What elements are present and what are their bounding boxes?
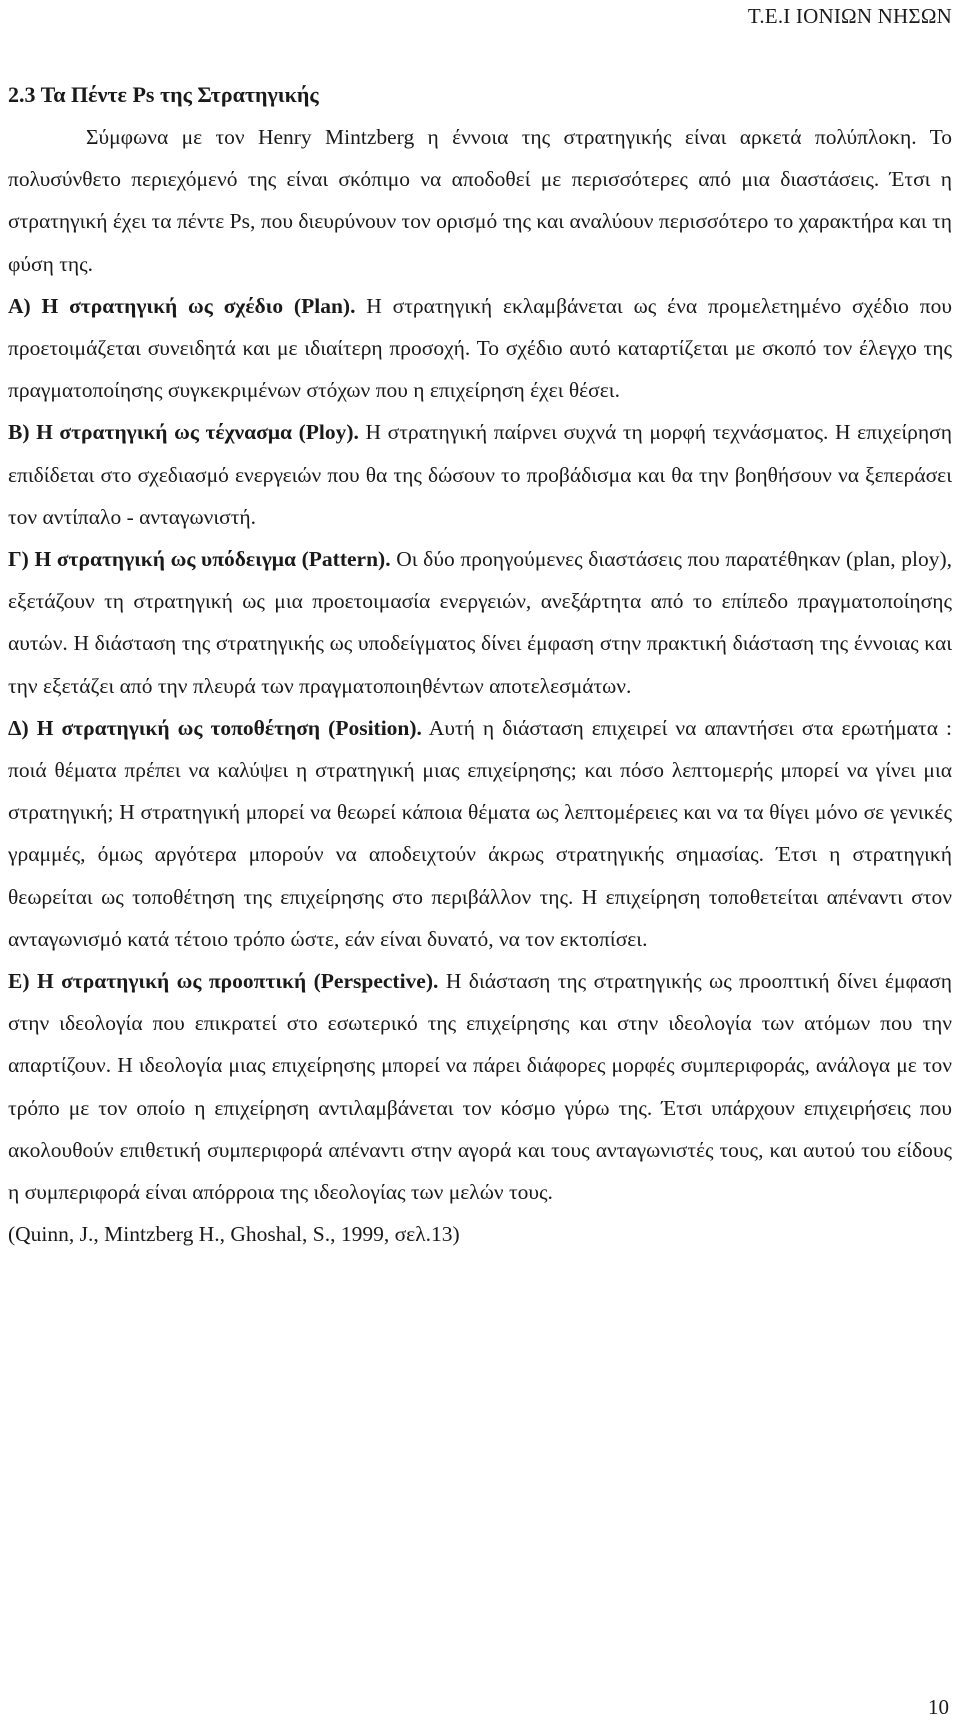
item-text: Η διάσταση της στρατηγικής ως προοπτική δίνει έμφαση στην ιδεολογία που επικρατεί στο εσωτερικό της επιχείρησης και στην ιδεολογία των ατόμων που την απαρτίζουν. Η ιδεολογία μιας επιχείρησης μπορεί να πάρει διάφορες μορφές συμπεριφοράς, ανάλογα με τον τρόπο με τον οποίο η επιχείρηση αντιλαμβάνεται τον κόσμο γύρω της. Έτσι υπάρχουν επιχειρήσεις που ακολουθούν επιθετική συμπεριφορά απέναντι στην αγορά και τους ανταγωνιστές τους, και αυτού του είδους η συμπεριφορά είναι απόρροια της ιδεολογίας των μελών τους.	[8, 969, 952, 1205]
citation: (Quinn, J., Mintzberg H., Ghoshal, S., 1999, σελ.13)	[8, 1222, 460, 1247]
document-body	[8, 74, 952, 1255]
item-text: Η στρατηγική εκλαμβάνεται ως ένα προμελετημένο σχέδιο που προετοιμάζεται συνειδητά και με ιδιαίτερη προσοχή. Το σχέδιο αυτό καταρτίζεται με σκοπό τον έλεγχο της πραγματοποίησης συγκεκριμένων στόχων που η επιχείρηση έχει θέσει.	[8, 293, 952, 403]
item-pattern	[8, 538, 952, 707]
item-heading: Γ) Η στρατηγική ως υπόδειγμα (Pattern).	[8, 547, 391, 572]
item-heading: Α) Η στρατηγική ως σχέδιο (Plan).	[8, 293, 356, 318]
section-title: 2.3 Τα Πέντε Ps της Στρατηγικής	[8, 82, 319, 107]
item-heading: Β) Η στρατηγική ως τέχνασμα (Ploy).	[8, 420, 359, 445]
item-ploy	[8, 411, 952, 538]
item-heading: Δ) Η στρατηγική ως τοποθέτηση (Position).	[8, 715, 422, 740]
page-number: 10	[928, 1695, 949, 1719]
item-plan	[8, 285, 952, 412]
item-heading: Ε) Η στρατηγική ως προοπτική (Perspective).	[8, 969, 439, 994]
item-text: Αυτή η διάσταση επιχειρεί να απαντήσει στα ερωτήματα : ποιά θέματα πρέπει να καλύψει η στρατηγική μιας επιχείρησης; και πόσο λεπτομερής μπορεί να γίνει μια στρατηγική; Η στρατηγική μπορεί να θεωρεί κάποια θέματα ως λεπτομέρειες και να τα θίγει μόνο σε γενικές γραμμές, όμως αργότερα μπορούν να αποδειχτούν άκρως στρατηγικής σημασίας. Έτσι η στρατηγική θεωρείται ως τοποθέτηση της επιχείρησης στο περιβάλλον της. Η επιχείρηση τοποθετείται απέναντι στον ανταγωνισμό κατά τέτοιο τρόπο ώστε, εάν είναι δυνατό, να τον εκτοπίσει.	[8, 715, 952, 951]
item-perspective	[8, 960, 952, 1213]
item-text: Οι δύο προηγούμενες διαστάσεις που παρατέθηκαν (plan, ploy), εξετάζουν τη στρατηγική ως μια προετοιμασία ενεργειών, ανεξάρτητα από το επίπεδο πραγματοποίησης αυτών. Η διάσταση της στρατηγικής ως υποδείγματος δίνει έμφαση στην πρακτική διάσταση της έννοιας και την εξετάζει από την πλευρά των πραγματοποιηθέντων αποτελεσμάτων.	[8, 547, 952, 698]
item-position	[8, 707, 952, 960]
item-text: Η στρατηγική παίρνει συχνά τη μορφή τεχνάσματος. Η επιχείρηση επιδίδεται στο σχεδιασμό ενεργειών που θα της δώσουν το προβάδισμα και θα την βοηθήσουν να ξεπεράσει τον αντίπαλο - ανταγωνιστή.	[8, 420, 952, 529]
page-header: Τ.Ε.Ι ΙΟΝΙΩΝ ΝΗΣΩΝ	[747, 4, 952, 28]
intro-paragraph: Σύμφωνα με τον Henry Mintzberg η έννοια της στρατηγικής είναι αρκετά πολύπλοκη. Το πολυσύνθετο περιεχόμενό της είναι σκόπιμο να αποδοθεί με περισσότερες από μια διαστάσεις. Έτσι η στρατηγική έχει τα πέντε Ps, που διευρύνουν τον ορισμό της και αναλύουν περισσότερο το χαρακτήρα και τη φύση της.	[8, 125, 952, 276]
